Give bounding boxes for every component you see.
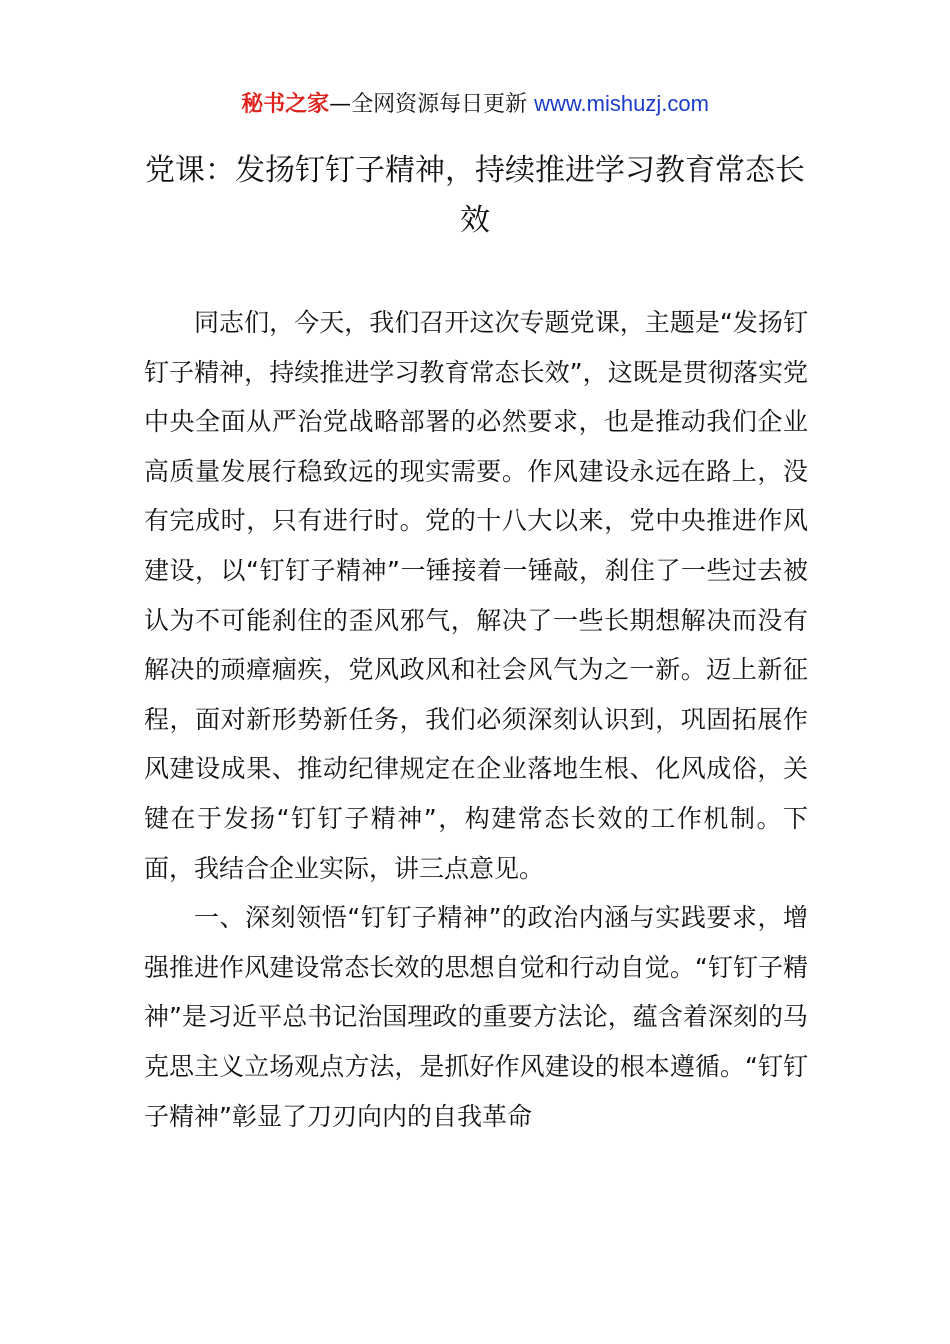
brand-name: 秘书之家 <box>241 92 330 117</box>
site-url[interactable]: www.mishuzj.com <box>534 91 709 116</box>
paragraph-intro: 同志们，今天，我们召开这次专题党课，主题是“发扬钉钉子精神，持续推进学习教育常态长效”，这既是贯彻落实党中央全面从严治党战略部署的必然要求，也是推动我们企业高质量发展行稳致远的现实需要。作风建设永远在路上，没有完成时，只有进行时。党的十八大以来，党中央推进作风建设，以“钉钉子精神”一锤接着一锤敲，刹住了一些过去被认为不可能刹住的歪风邪气，解决了一些长期想解决而没有解决的顽瘴痼疾，党风政风和社会风气为之一新。迈上新征程，面对新形势新任务，我们必须深刻认识到，巩固拓展作风建设成果、推动纪律规定在企业落地生根、化风成俗，关键在于发扬“钉钉子精神”，构建常态长效的工作机制。下面，我结合企业实际，讲三点意见。 <box>144 308 808 883</box>
header-tagline: —全网资源每日更新 <box>329 92 535 117</box>
document-body <box>144 298 808 1141</box>
site-header <box>0 88 950 121</box>
document-title: 党课：发扬钉钉子精神，持续推进学习教育常态长效 <box>145 153 805 238</box>
paragraph-section-one: 一、深刻领悟“钉钉子精神”的政治内涵与实践要求，增强推进作风建设常态长效的思想自觉和行动自觉。“钉钉子精神”是习近平总书记治国理政的重要方法论，蕴含着深刻的马克思主义立场观点方法，是抓好作风建设的根本遵循。“钉钉子精神”彰显了刀刃向内的自我革命 <box>144 903 808 1131</box>
